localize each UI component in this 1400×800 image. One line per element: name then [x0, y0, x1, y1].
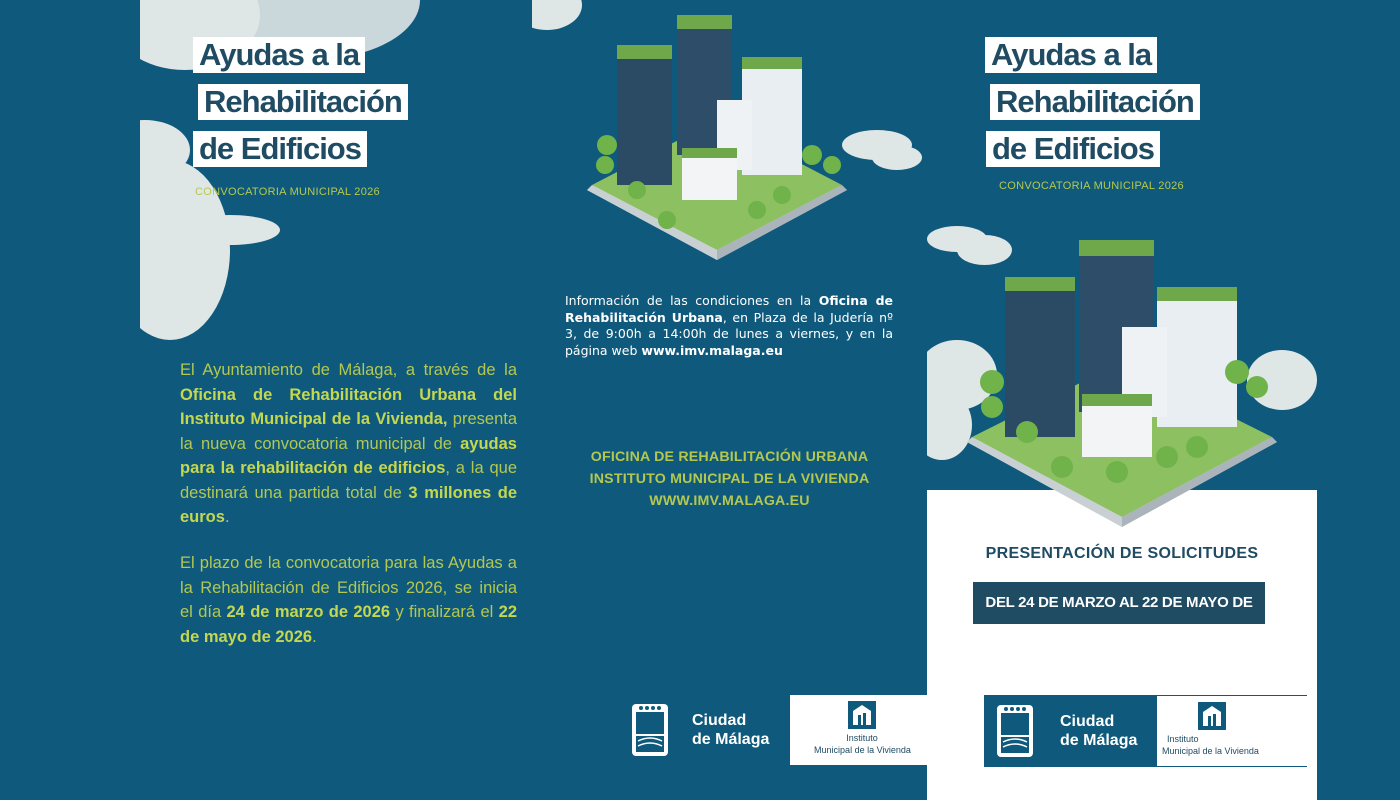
imv-house-icon	[1198, 702, 1226, 730]
cloud-decoration	[532, 0, 582, 30]
title-line-2: Rehabilitación	[990, 84, 1200, 120]
ciudad-label: Ciudad	[1060, 713, 1115, 730]
cloud-decoration	[872, 145, 922, 170]
imv-logo	[790, 695, 927, 765]
de-malaga-label: de Málaga	[692, 731, 770, 748]
municipal-vivienda-label: Municipal de la Vivienda	[1162, 746, 1259, 756]
logos-footer	[622, 695, 927, 765]
brochure-inner-panel	[140, 0, 532, 800]
application-dates-badge: DEL 24 DE MARZO AL 22 DE MAYO DE 2026	[973, 582, 1265, 624]
instituto-label: Instituto	[1167, 734, 1199, 744]
instituto-label: Instituto	[846, 733, 878, 743]
cloud-decoration	[180, 215, 280, 245]
presentation-heading: PRESENTACIÓN DE SOLICITUDES	[985, 545, 1259, 562]
ciudad-de-malaga-logo	[984, 696, 1157, 766]
municipal-vivienda-label: Municipal de la Vivienda	[814, 745, 911, 755]
ciudad-de-malaga-logo	[622, 695, 790, 765]
office-name: OFICINA DE REHABILITACIÓN URBANA	[590, 449, 869, 465]
institute-name: INSTITUTO MUNICIPAL DE LA VIVIENDA	[589, 471, 870, 487]
de-malaga-label: de Málaga	[1060, 732, 1138, 749]
info-paragraph: Información de las condiciones en la Oficina de Rehabilitación Urbana, en Plaza de la Judería nº 3, de 9:00h a 14:00h de lunes a viernes, y en la página web www.imv.malaga.eu	[565, 293, 893, 358]
brochure-back-panel	[532, 0, 927, 800]
subtitle: CONVOCATORIA MUNICIPAL 2026	[999, 180, 1184, 192]
imv-logo	[1157, 696, 1307, 766]
logos-footer	[984, 695, 1307, 767]
title-line-3: de Edificios	[193, 131, 367, 167]
intro-paragraph: El Ayuntamiento de Málaga, a través de la Oficina de Rehabilitación Urbana del Instituto Municipal de la Vivienda, presenta la nueva convocatoria municipal de ayudas para la rehabilitación de edificios, a la que destinará una partida total de 3 millones de euros.	[180, 361, 518, 526]
title-line-2: Rehabilitación	[198, 84, 408, 120]
deadline-paragraph: El plazo de la convocatoria para las Ayudas a la Rehabilitación de Edificios 2026, se inicia el día 24 de marzo de 2026 y finalizará el 22 de mayo de 2026.	[180, 554, 517, 646]
subtitle: CONVOCATORIA MUNICIPAL 2026	[195, 186, 380, 198]
title-line-3: de Edificios	[986, 131, 1160, 167]
title-line-1: Ayudas a la	[985, 37, 1157, 73]
website-link[interactable]: www.imv.malaga.eu	[641, 342, 783, 358]
ciudad-label: Ciudad	[692, 712, 747, 729]
brochure-cover-panel	[927, 0, 1317, 800]
title-line-1: Ayudas a la	[193, 37, 365, 73]
imv-house-icon	[848, 701, 876, 729]
malaga-city-shield-icon	[996, 704, 1034, 758]
green-buildings-illustration	[577, 5, 857, 265]
green-buildings-illustration	[957, 232, 1282, 532]
malaga-city-shield-icon	[631, 703, 669, 757]
website-text: WWW.IMV.MALAGA.EU	[649, 493, 810, 509]
